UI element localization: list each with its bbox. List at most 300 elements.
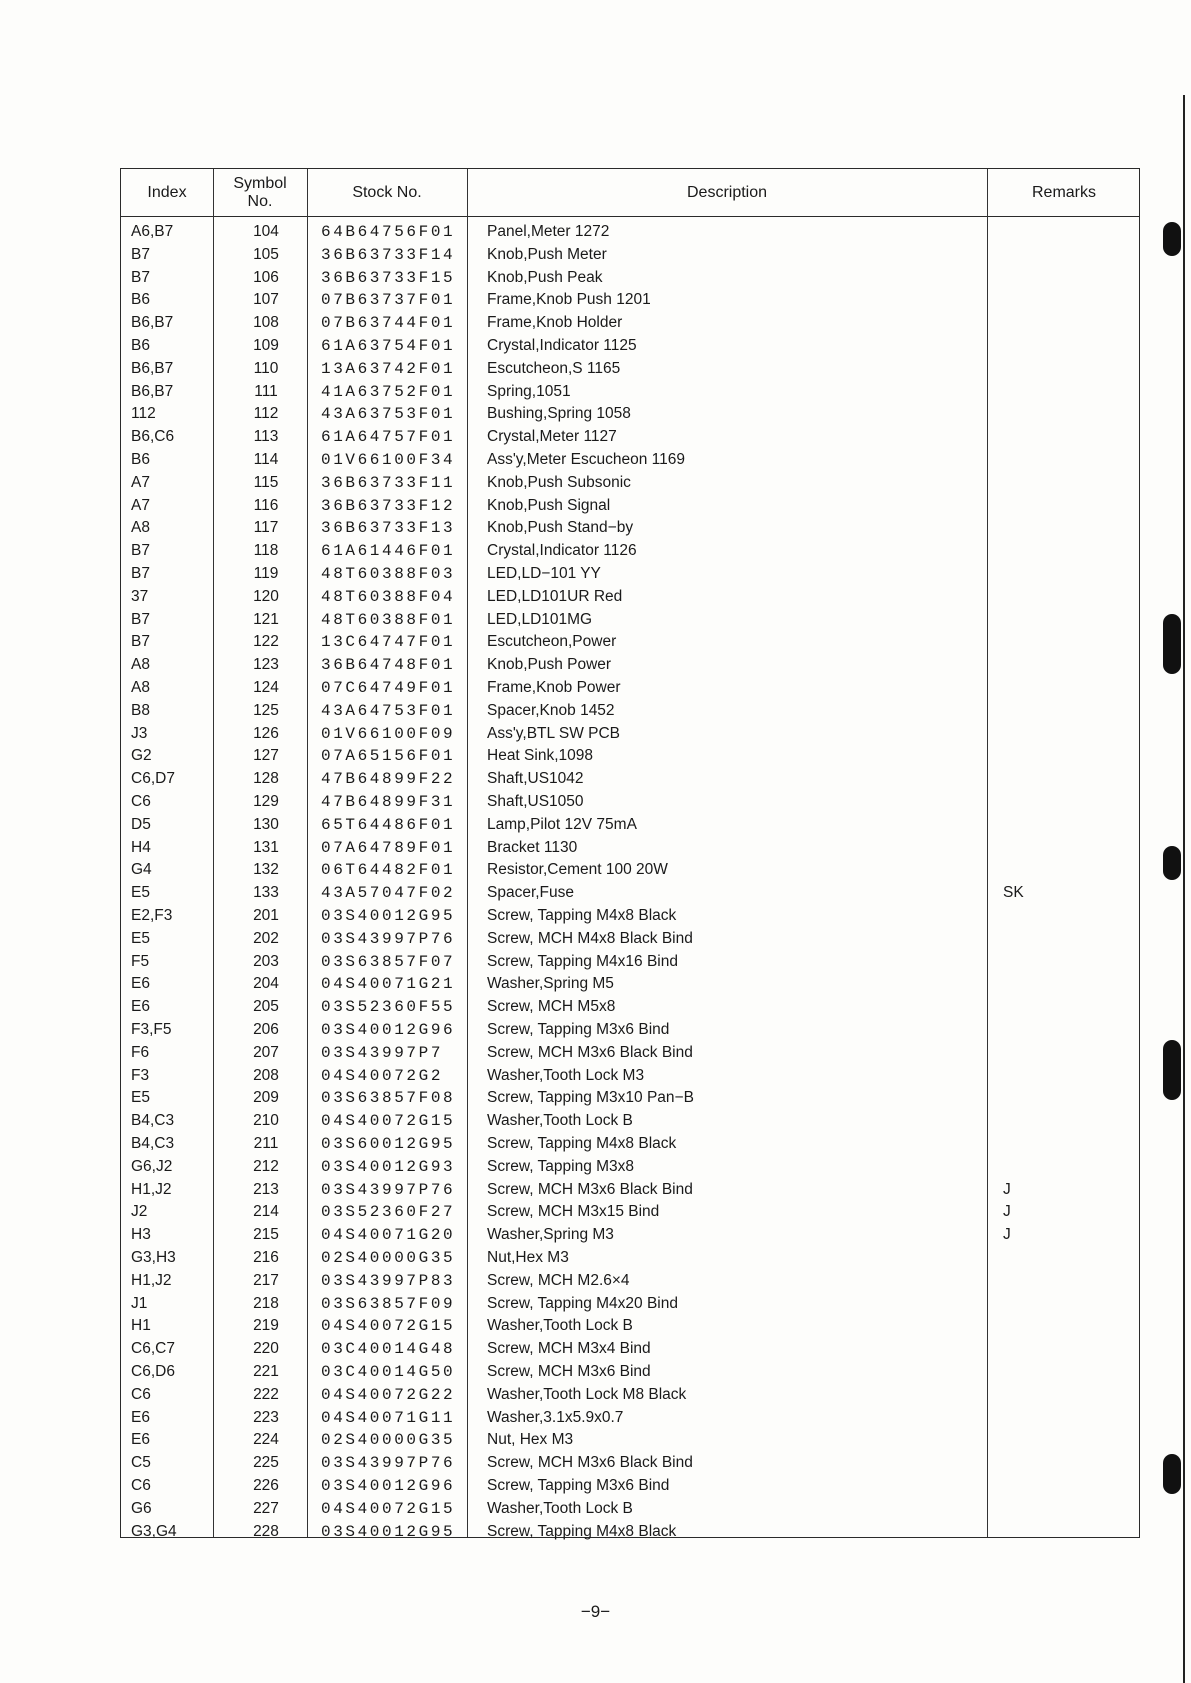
stock-cell: 02S40000G35 [321, 1431, 456, 1450]
table-row [121, 517, 1139, 540]
description-cell: Screw, Tapping M4x16 Bind [487, 952, 678, 970]
index-cell: F3,F5 [131, 1021, 172, 1038]
table-row [121, 403, 1139, 426]
table-row [121, 677, 1139, 700]
stock-cell: 36B63733F12 [321, 496, 456, 515]
description-cell: Screw, MCH M3x4 Bind [487, 1340, 651, 1358]
table-row [121, 1475, 1139, 1498]
stock-cell: 07C64749F01 [321, 679, 456, 697]
description-cell: Crystal,Indicator 1125 [487, 337, 637, 354]
binder-edge [1151, 0, 1191, 1683]
stock-cell: 03S63857F07 [321, 952, 456, 971]
stock-cell: 48T60388F04 [321, 587, 456, 606]
index-cell: A7 [131, 496, 150, 514]
stock-cell: 02S40000G35 [321, 1249, 456, 1267]
index-cell: E5 [131, 929, 150, 947]
stock-cell: 43A64753F01 [321, 701, 456, 720]
stock-cell: 03S52360F27 [321, 1203, 456, 1222]
remarks-cell: J [1003, 1180, 1011, 1198]
symbol-cell: 215 [253, 1226, 279, 1244]
symbol-cell: 105 [253, 245, 279, 263]
index-cell: E5 [131, 1089, 150, 1107]
punch-hole-icon [1163, 1454, 1181, 1494]
stock-cell: 04S40072G15 [321, 1112, 456, 1131]
table-row [121, 973, 1139, 996]
symbol-cell: 106 [253, 268, 279, 286]
table-row [121, 1293, 1139, 1316]
index-cell: C6 [131, 1385, 151, 1403]
index-cell: C6,D6 [131, 1363, 175, 1380]
index-cell: F3 [131, 1066, 150, 1084]
index-cell: C6,C7 [131, 1340, 175, 1358]
symbol-cell: 127 [253, 747, 279, 765]
table-row [121, 1019, 1139, 1042]
description-cell: LED,LD101MG [487, 610, 593, 628]
index-cell: D5 [131, 815, 151, 833]
table-row [121, 723, 1139, 746]
stock-cell: 48T60388F01 [321, 610, 456, 629]
symbol-cell: 125 [253, 701, 279, 719]
symbol-cell: 108 [253, 314, 279, 332]
symbol-cell: 104 [253, 223, 279, 240]
symbol-cell: 130 [253, 815, 279, 833]
table-row [121, 1361, 1139, 1384]
description-cell: Ass'y,BTL SW PCB [487, 724, 621, 742]
symbol-cell: 111 [254, 382, 278, 400]
table-row [121, 654, 1139, 677]
description-cell: Washer,3.1x5.9x0.7 [487, 1408, 624, 1426]
symbol-cell: 126 [253, 724, 279, 742]
table-row [121, 951, 1139, 974]
symbol-cell: 219 [253, 1317, 279, 1335]
description-cell: Screw, MCH M3x6 Black Bind [487, 1043, 693, 1061]
description-cell: Heat Sink,1098 [487, 747, 593, 765]
stock-cell: 47B64899F31 [321, 793, 456, 811]
index-cell: G2 [131, 747, 152, 765]
description-cell: Knob,Push Meter [487, 245, 607, 263]
description-cell: Screw, MCH M3x15 Bind [487, 1203, 660, 1221]
description-cell: Screw, MCH M5x8 [487, 998, 616, 1016]
stock-cell: 03S40012G93 [321, 1157, 456, 1176]
index-cell: A8 [131, 656, 150, 674]
symbol-cell: 116 [253, 496, 279, 514]
table-row [121, 1521, 1139, 1544]
symbol-cell: 213 [253, 1180, 279, 1198]
symbol-cell: 119 [253, 565, 279, 582]
stock-cell: 13C64747F01 [321, 633, 456, 652]
table-row [121, 1407, 1139, 1430]
table-row [121, 1384, 1139, 1407]
header-stock: Stock No. [352, 184, 422, 201]
description-cell: LED,LD101UR Red [487, 587, 623, 605]
stock-cell: 43A63753F01 [321, 405, 456, 424]
stock-cell: 04S40072G22 [321, 1385, 456, 1404]
index-cell: H1,J2 [131, 1180, 172, 1198]
stock-cell: 03S43997P76 [321, 929, 456, 948]
description-cell: Washer,Tooth Lock B [487, 1112, 633, 1130]
description-cell: Escutcheon,S 1165 [487, 359, 621, 377]
stock-cell: 04S40071G11 [321, 1408, 456, 1427]
description-cell: Screw, Tapping M3x6 Bind [487, 1477, 670, 1494]
symbol-cell: 226 [253, 1477, 279, 1494]
stock-cell: 61A61446F01 [321, 542, 456, 561]
stock-cell: 03S40012G96 [321, 1477, 456, 1495]
index-cell: G6 [131, 1499, 152, 1517]
symbol-cell: 203 [253, 952, 279, 970]
symbol-cell: 117 [253, 519, 279, 537]
description-cell: Ass'y,Meter Escucheon 1169 [487, 451, 685, 468]
symbol-cell: 122 [253, 633, 279, 651]
table-row [121, 1065, 1139, 1088]
table-row [121, 1224, 1139, 1247]
index-cell: A6,B7 [131, 223, 174, 240]
table-row [121, 586, 1139, 609]
stock-cell: 03S43997P76 [321, 1180, 456, 1199]
index-cell: E6 [131, 1431, 150, 1449]
stock-cell: 03C40014G50 [321, 1363, 456, 1381]
page-number: −9− [580, 1602, 611, 1621]
punch-hole-icon [1163, 222, 1181, 256]
description-cell: Resistor,Cement 100 20W [487, 861, 668, 879]
description-cell: Knob,Push Peak [487, 268, 603, 286]
symbol-cell: 202 [253, 929, 279, 947]
index-cell: B7 [131, 268, 150, 286]
stock-cell: 07B63737F01 [321, 291, 456, 310]
stock-cell: 03S40012G95 [321, 1522, 456, 1541]
table-row [121, 472, 1139, 495]
stock-cell: 04S40071G20 [321, 1226, 456, 1245]
index-cell: B6,B7 [131, 359, 174, 377]
table-row [121, 1201, 1139, 1224]
table-row [121, 1179, 1139, 1202]
description-cell: Spacer,Knob 1452 [487, 701, 615, 719]
description-cell: Knob,Push Subsonic [487, 473, 631, 491]
description-cell: Screw, MCH M3x6 Black Bind [487, 1180, 693, 1198]
description-cell: Frame,Knob Power [487, 679, 621, 696]
table-row [121, 289, 1139, 312]
index-cell: A8 [131, 679, 150, 696]
stock-cell: 65T64486F01 [321, 815, 456, 834]
table-row [121, 449, 1139, 472]
symbol-cell: 115 [253, 473, 279, 491]
description-cell: Frame,Knob Push 1201 [487, 291, 651, 309]
symbol-cell: 211 [253, 1135, 279, 1152]
index-cell: B6 [131, 451, 150, 468]
stock-cell: 43A57047F02 [321, 884, 456, 903]
table-row [121, 563, 1139, 586]
symbol-cell: 121 [253, 610, 279, 628]
symbol-cell: 225 [253, 1454, 279, 1472]
stock-cell: 36B64748F01 [321, 656, 456, 675]
description-cell: Nut,Hex M3 [487, 1249, 569, 1266]
symbol-cell: 114 [253, 451, 279, 468]
description-cell: Shaft,US1042 [487, 770, 584, 788]
remarks-cell: SK [1003, 884, 1024, 902]
index-cell: G6,J2 [131, 1157, 173, 1175]
table-row [121, 700, 1139, 723]
header-remarks: Remarks [1031, 184, 1096, 201]
symbol-cell: 131 [253, 838, 279, 856]
index-cell: E6 [131, 998, 150, 1016]
index-cell: B6,B7 [131, 314, 174, 332]
description-cell: Washer,Spring M5 [487, 975, 614, 993]
index-cell: B4,C3 [131, 1112, 175, 1130]
table-row [121, 1315, 1139, 1338]
description-cell: Washer,Tooth Lock B [487, 1499, 633, 1517]
symbol-cell: 128 [253, 770, 279, 788]
remarks-cell: J [1003, 1226, 1011, 1244]
table-row [121, 244, 1139, 267]
description-cell: Washer,Tooth Lock B [487, 1317, 633, 1335]
index-cell: G3,G4 [131, 1522, 177, 1540]
stock-cell: 04S40071G21 [321, 975, 456, 994]
symbol-cell: 118 [253, 542, 279, 560]
symbol-cell: 224 [253, 1431, 279, 1449]
table-row [121, 358, 1139, 381]
symbol-cell: 113 [253, 428, 279, 446]
table-row [121, 745, 1139, 768]
stock-cell: 07B63744F01 [321, 314, 456, 333]
stock-cell: 03S43997P83 [321, 1271, 456, 1290]
symbol-cell: 222 [253, 1385, 279, 1403]
index-cell: B6,C6 [131, 428, 175, 446]
stock-cell: 04S40072G15 [321, 1317, 456, 1336]
description-cell: Nut, Hex M3 [487, 1431, 574, 1449]
stock-cell: 36B63733F11 [321, 473, 456, 492]
symbol-cell: 133 [253, 884, 279, 902]
description-cell: Washer,Tooth Lock M8 Black [487, 1385, 687, 1403]
symbol-cell: 223 [253, 1408, 279, 1426]
table-row [121, 1156, 1139, 1179]
stock-cell: 03S60012G95 [321, 1135, 456, 1153]
symbol-cell: 227 [253, 1499, 279, 1517]
stock-cell: 07A64789F01 [321, 838, 456, 857]
table-row [121, 631, 1139, 654]
table-row [121, 540, 1139, 563]
table-row [121, 1270, 1139, 1293]
description-cell: Screw, MCH M2.6×4 [487, 1271, 630, 1289]
index-cell: C6 [131, 1477, 151, 1494]
index-cell: F6 [131, 1043, 150, 1061]
stock-cell: 01V66100F34 [321, 451, 456, 469]
index-cell: E5 [131, 884, 150, 902]
table-row [121, 1110, 1139, 1133]
symbol-cell: 217 [253, 1271, 279, 1289]
index-cell: C5 [131, 1454, 151, 1472]
stock-cell: 41A63752F01 [321, 382, 456, 401]
symbol-cell: 205 [253, 998, 279, 1016]
stock-cell: 03S52360F55 [321, 998, 456, 1017]
description-cell: Escutcheon,Power [487, 633, 617, 651]
table-row [121, 312, 1139, 335]
punch-hole-icon [1163, 846, 1181, 880]
stock-cell: 61A63754F01 [321, 337, 456, 355]
description-cell: Crystal,Meter 1127 [487, 428, 617, 446]
stock-cell: 04S40072G2 [321, 1066, 444, 1085]
stock-cell: 03S40012G96 [321, 1021, 456, 1039]
index-cell: C6,D7 [131, 770, 175, 788]
remarks-cell: J [1003, 1203, 1011, 1221]
table-row [121, 267, 1139, 290]
header-index: Index [147, 184, 187, 201]
symbol-cell: 112 [253, 405, 279, 423]
header-description: Description [686, 184, 768, 201]
description-cell: Shaft,US1050 [487, 793, 584, 810]
table-row [121, 1133, 1139, 1156]
table-row [121, 1452, 1139, 1475]
table-row [121, 221, 1139, 244]
description-cell: Crystal,Indicator 1126 [487, 542, 637, 560]
table-row [121, 996, 1139, 1019]
description-cell: Screw, Tapping M3x6 Bind [487, 1021, 670, 1038]
table-row [121, 928, 1139, 951]
index-cell: B6 [131, 337, 150, 354]
index-cell: J3 [131, 724, 148, 742]
index-cell: A7 [131, 473, 150, 491]
description-cell: Screw, Tapping M3x10 Pan−B [487, 1089, 694, 1107]
symbol-cell: 208 [253, 1066, 279, 1084]
symbol-cell: 212 [253, 1157, 279, 1175]
table-row [121, 1087, 1139, 1110]
table-row [121, 495, 1139, 518]
index-cell: B7 [131, 610, 150, 628]
index-cell: B7 [131, 633, 150, 651]
description-cell: Bracket 1130 [487, 838, 578, 856]
symbol-cell: 218 [253, 1294, 279, 1312]
description-cell: Panel,Meter 1272 [487, 223, 610, 240]
symbol-cell: 204 [253, 975, 279, 993]
stock-cell: 48T60388F03 [321, 565, 456, 583]
stock-cell: 03S40012G95 [321, 907, 456, 925]
symbol-cell: 124 [253, 679, 279, 696]
index-cell: B7 [131, 542, 150, 560]
table-row [121, 837, 1139, 860]
table-row [121, 1042, 1139, 1065]
description-cell: Knob,Push Power [487, 656, 612, 674]
index-cell: B7 [131, 245, 150, 263]
table-row [121, 905, 1139, 928]
index-cell: B6 [131, 291, 150, 309]
stock-cell: 03S43997P76 [321, 1454, 456, 1473]
description-cell: Screw, Tapping M4x8 Black [487, 1135, 677, 1152]
symbol-cell: 120 [253, 587, 279, 605]
index-cell: B4,C3 [131, 1135, 175, 1152]
stock-cell: 47B64899F22 [321, 770, 456, 789]
table-row [121, 859, 1139, 882]
index-cell: H1 [131, 1317, 151, 1335]
stock-cell: 36B63733F15 [321, 268, 456, 287]
description-cell: Spring,1051 [487, 382, 571, 400]
table-row [121, 1429, 1139, 1452]
table-row [121, 335, 1139, 358]
symbol-cell: 220 [253, 1340, 279, 1358]
index-cell: 112 [131, 405, 156, 423]
header-symbol: Symbol No. [233, 175, 287, 210]
index-cell: B7 [131, 565, 150, 582]
description-cell: Spacer,Fuse [487, 884, 575, 902]
symbol-cell: 109 [253, 337, 279, 354]
index-cell: E6 [131, 1408, 150, 1426]
stock-cell: 06T64482F01 [321, 861, 456, 880]
index-cell: B8 [131, 701, 150, 719]
index-cell: J1 [131, 1294, 148, 1312]
description-cell: Washer,Spring M3 [487, 1226, 614, 1244]
symbol-cell: 110 [253, 359, 279, 377]
table-row [121, 381, 1139, 404]
table-row [121, 791, 1139, 814]
index-cell: E6 [131, 975, 150, 993]
stock-cell: 04S40072G15 [321, 1499, 456, 1518]
index-cell: B6,B7 [131, 382, 174, 400]
stock-cell: 36B63733F13 [321, 519, 456, 538]
stock-cell: 01V66100F09 [321, 724, 456, 743]
punch-hole-icon [1163, 614, 1181, 674]
index-cell: F5 [131, 952, 150, 970]
stock-cell: 61A64757F01 [321, 428, 456, 447]
description-cell: Knob,Push Stand−by [487, 519, 634, 537]
stock-cell: 03S63857F09 [321, 1294, 456, 1313]
table-row [121, 768, 1139, 791]
symbol-cell: 206 [253, 1021, 279, 1038]
description-cell: Screw, Tapping M4x8 Black [487, 1522, 677, 1540]
description-cell: Washer,Tooth Lock M3 [487, 1066, 645, 1084]
index-cell: J2 [131, 1203, 148, 1221]
symbol-cell: 207 [253, 1043, 279, 1061]
description-cell: Bushing,Spring 1058 [487, 405, 631, 423]
index-cell: H4 [131, 838, 151, 856]
description-cell: Screw, Tapping M4x8 Black [487, 907, 677, 924]
table-row [121, 1338, 1139, 1361]
stock-cell: 03S43997P7 [321, 1043, 444, 1062]
description-cell: Lamp,Pilot 12V 75mA [487, 815, 637, 833]
index-cell: G4 [131, 861, 152, 879]
table-row [121, 882, 1139, 905]
symbol-cell: 201 [253, 907, 279, 924]
symbol-cell: 216 [253, 1249, 279, 1266]
index-cell: A8 [131, 519, 150, 537]
symbol-cell: 221 [253, 1363, 279, 1380]
stock-cell: 13A63742F01 [321, 359, 456, 378]
description-cell: Frame,Knob Holder [487, 314, 623, 332]
index-cell: H1,J2 [131, 1271, 172, 1289]
symbol-cell: 209 [253, 1089, 279, 1107]
punch-hole-icon [1163, 1040, 1181, 1100]
parts-list-table [120, 168, 1140, 1541]
table-row [121, 1498, 1139, 1521]
table-row [121, 814, 1139, 837]
symbol-cell: 129 [253, 793, 279, 810]
stock-cell: 03S63857F08 [321, 1089, 456, 1108]
description-cell: Screw, Tapping M4x20 Bind [487, 1294, 678, 1312]
description-cell: Screw, MCH M3x6 Bind [487, 1363, 651, 1380]
symbol-cell: 123 [253, 656, 279, 674]
table-row [121, 609, 1139, 632]
page-edge-line [1183, 95, 1185, 1683]
description-cell: Screw, MCH M3x6 Black Bind [487, 1454, 693, 1472]
stock-cell: 64B64756F01 [321, 223, 456, 241]
stock-cell: 07A65156F01 [321, 747, 456, 766]
index-cell: 37 [131, 587, 149, 605]
index-cell: E2,F3 [131, 907, 173, 924]
stock-cell: 03C40014G48 [321, 1340, 456, 1359]
table-row [121, 1247, 1139, 1270]
symbol-cell: 132 [253, 861, 279, 879]
index-cell: H3 [131, 1226, 151, 1244]
description-cell: Knob,Push Signal [487, 496, 611, 514]
symbol-cell: 210 [253, 1112, 279, 1130]
symbol-cell: 228 [253, 1522, 279, 1540]
description-cell: Screw, Tapping M3x8 [487, 1157, 635, 1175]
